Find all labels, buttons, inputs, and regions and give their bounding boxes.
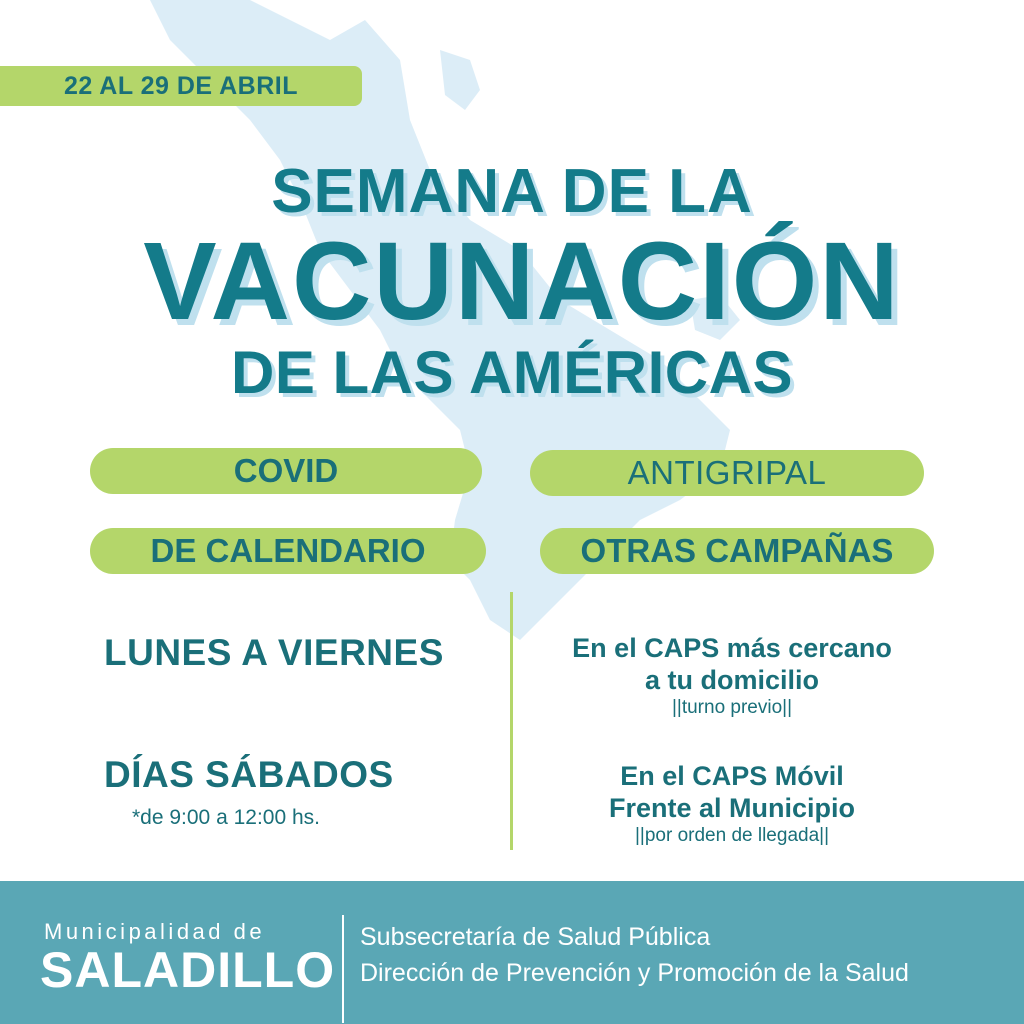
footer-subsecretaria: Subsecretaría de Salud Pública — [360, 923, 711, 951]
saturdays-label: DÍAS SÁBADOS — [104, 754, 394, 795]
weekday-note: ||turno previo|| — [671, 697, 793, 718]
saturday-location-line-2: Frente al Municipio — [608, 793, 856, 823]
date-text: 22 AL 29 DE ABRIL — [63, 71, 299, 100]
weekday-location — [540, 632, 924, 720]
weekday-location-line-1: En el CAPS más cercano — [572, 633, 892, 663]
category-covid: COVID — [90, 448, 482, 494]
weekdays-label: LUNES A VIERNES — [104, 632, 444, 673]
saturday-location-line-1: En el CAPS Móvil — [620, 761, 844, 791]
saturday-note: ||por orden de llegada|| — [634, 825, 830, 846]
title-line-2: VACUNACIÓN — [143, 220, 901, 343]
footer-bar — [0, 881, 1024, 1024]
footer-direccion: Dirección de Prevención y Promoción de la Salud — [360, 959, 909, 987]
saturday-location — [540, 760, 924, 848]
municipality-label: Municipalidad de — [44, 919, 266, 944]
category-antigripal: ANTIGRIPAL — [530, 450, 924, 496]
title-line-1: SEMANA DE LA — [271, 157, 753, 226]
column-divider — [510, 592, 513, 850]
footer-divider — [342, 915, 344, 1023]
municipality-logo-text: SALADILLO — [40, 942, 336, 998]
title-line-3: DE LAS AMÉRICAS — [231, 339, 793, 406]
weekday-location-line-2: a tu domicilio — [644, 665, 819, 695]
saturday-hours: *de 9:00 a 12:00 hs. — [132, 806, 320, 829]
category-calendario: DE CALENDARIO — [90, 528, 486, 574]
category-otras-campanas: OTRAS CAMPAÑAS — [540, 528, 934, 574]
date-banner — [0, 66, 362, 106]
